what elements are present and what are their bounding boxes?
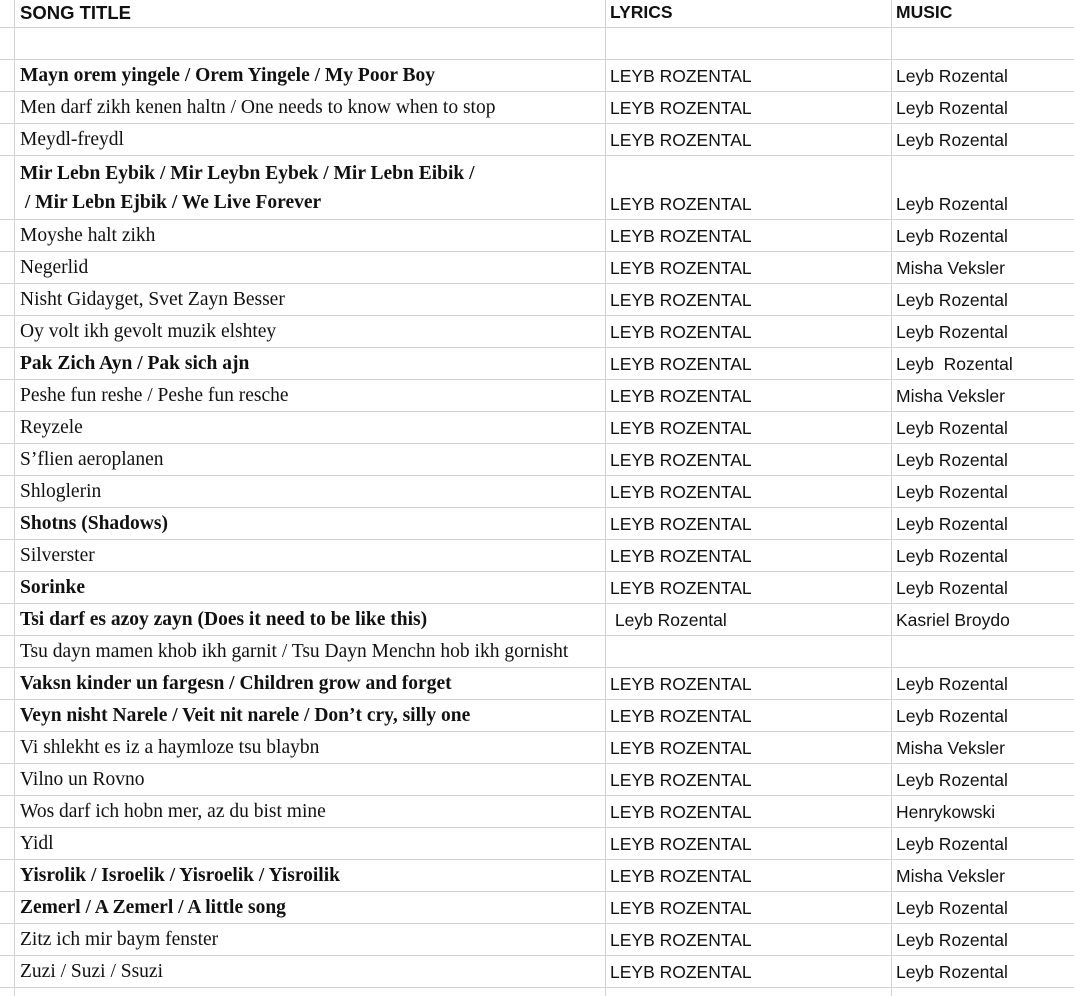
lyrics-cell[interactable]: LEYB ROZENTAL — [610, 866, 752, 886]
lyrics-cell[interactable]: Leyb Rozental — [610, 610, 727, 630]
table-row[interactable] — [0, 860, 1074, 892]
music-cell[interactable]: Leyb Rozental — [896, 418, 1008, 438]
music-cell[interactable]: Leyb Rozental — [896, 578, 1008, 598]
lyrics-cell[interactable]: LEYB ROZENTAL — [610, 258, 752, 278]
header-lyrics: LYRICS — [610, 2, 673, 22]
song-title-cell[interactable]: Moyshe halt zikh — [20, 225, 156, 246]
table-row[interactable] — [0, 92, 1074, 124]
song-title-cell[interactable]: Veyn nisht Narele / Veit nit narele / Don’t cry, silly one — [20, 705, 471, 726]
music-cell[interactable] — [896, 28, 1074, 59]
song-title-cell[interactable]: Zitz ich mir baym fenster — [20, 929, 219, 950]
song-title-cell[interactable]: Vaksn kinder un fargesn / Children grow and forget — [20, 673, 452, 694]
table-row[interactable] — [0, 668, 1074, 700]
lyrics-cell[interactable]: LEYB ROZENTAL — [610, 130, 752, 150]
table-row[interactable] — [0, 220, 1074, 252]
table-row[interactable] — [0, 252, 1074, 284]
lyrics-cell[interactable]: LEYB ROZENTAL — [610, 802, 752, 822]
table-row[interactable] — [0, 636, 1074, 668]
music-cell[interactable]: Misha Veksler — [896, 866, 1005, 886]
song-title-cell[interactable]: Yisrolik / Isroelik / Yisroelik / Yisroilik — [20, 865, 340, 886]
song-title-cell[interactable]: Peshe fun reshe / Peshe fun resche — [20, 385, 289, 406]
lyrics-cell[interactable]: LEYB ROZENTAL — [610, 738, 752, 758]
lyrics-cell[interactable]: LEYB ROZENTAL — [610, 386, 752, 406]
table-row[interactable] — [0, 700, 1074, 732]
lyrics-cell[interactable]: LEYB ROZENTAL — [610, 66, 752, 86]
song-title-cell[interactable]: Negerlid — [20, 257, 89, 278]
lyrics-cell[interactable]: LEYB ROZENTAL — [610, 418, 752, 438]
song-title-line: / Mir Lebn Ejbik / We Live Forever — [20, 192, 322, 213]
lyrics-cell[interactable]: LEYB ROZENTAL — [610, 450, 752, 470]
song-title-cell[interactable] — [20, 156, 605, 219]
lyrics-cell[interactable]: LEYB ROZENTAL — [610, 194, 752, 214]
lyrics-cell[interactable]: LEYB ROZENTAL — [610, 674, 752, 694]
song-title-cell[interactable]: Shotns (Shadows) — [20, 513, 168, 534]
table-row[interactable] — [0, 156, 1074, 220]
music-cell[interactable]: Henrykowski — [896, 802, 996, 822]
lyrics-cell[interactable]: LEYB ROZENTAL — [610, 354, 752, 374]
music-cell[interactable]: Leyb Rozental — [896, 770, 1008, 790]
table-row[interactable] — [0, 508, 1074, 540]
lyrics-cell[interactable]: LEYB ROZENTAL — [610, 514, 752, 534]
song-title-cell[interactable]: Oy volt ikh gevolt muzik elshtey — [20, 321, 277, 342]
table-row[interactable] — [0, 124, 1074, 156]
music-cell[interactable]: Leyb Rozental — [896, 226, 1008, 246]
music-cell[interactable]: Leyb Rozental — [896, 898, 1008, 918]
song-title-cell[interactable]: Wos darf ich hobn mer, az du bist mine — [20, 801, 326, 822]
music-cell[interactable]: Leyb Rozental — [896, 962, 1008, 982]
song-title-cell[interactable]: Silverster — [20, 545, 95, 566]
lyrics-cell[interactable] — [610, 28, 890, 59]
song-title-cell[interactable] — [20, 28, 605, 59]
music-cell[interactable]: Leyb Rozental — [896, 66, 1008, 86]
lyrics-cell[interactable]: LEYB ROZENTAL — [610, 98, 752, 118]
header-music: MUSIC — [896, 2, 953, 22]
table-row[interactable] — [0, 604, 1074, 636]
music-cell[interactable]: Leyb Rozental — [896, 930, 1008, 950]
song-title-cell[interactable]: Sorinke — [20, 577, 86, 598]
music-cell[interactable]: Misha Veksler — [896, 386, 1005, 406]
song-title-cell[interactable]: Reyzele — [20, 417, 83, 438]
lyrics-cell[interactable]: LEYB ROZENTAL — [610, 290, 752, 310]
song-title-cell[interactable]: Shloglerin — [20, 481, 102, 502]
table-row[interactable] — [0, 540, 1074, 572]
music-cell[interactable]: Leyb Rozental — [896, 98, 1008, 118]
song-title-cell[interactable]: Mayn orem yingele / Orem Yingele / My Poor Boy — [20, 65, 436, 86]
table-row[interactable] — [0, 924, 1074, 956]
song-title-cell[interactable]: Pak Zich Ayn / Pak sich ajn — [20, 353, 250, 374]
song-title-cell[interactable]: Zemerl / A Zemerl / A little song — [20, 897, 286, 918]
song-title-cell[interactable]: Zuzi / Suzi / Ssuzi — [20, 961, 163, 982]
lyrics-cell[interactable]: LEYB ROZENTAL — [610, 482, 752, 502]
table-row[interactable] — [0, 444, 1074, 476]
table-row[interactable] — [0, 828, 1074, 860]
music-cell[interactable]: Leyb Rozental — [896, 354, 1013, 374]
song-title-line: Mir Lebn Eybik / Mir Leybn Eybek / Mir Lebn Eibik / — [20, 163, 475, 184]
lyrics-cell[interactable]: LEYB ROZENTAL — [610, 322, 752, 342]
music-cell[interactable]: Leyb Rozental — [896, 130, 1008, 150]
song-title-cell[interactable]: Men darf zikh kenen haltn / One needs to know when to stop — [20, 97, 496, 118]
song-title-cell[interactable]: Meydl-freydl — [20, 129, 124, 150]
lyrics-cell[interactable]: LEYB ROZENTAL — [610, 578, 752, 598]
table-row[interactable] — [0, 764, 1074, 796]
music-cell[interactable]: Leyb Rozental — [896, 706, 1008, 726]
music-cell[interactable]: Leyb Rozental — [896, 546, 1008, 566]
music-cell[interactable]: Leyb Rozental — [896, 450, 1008, 470]
song-title-cell[interactable]: Vi shlekht es iz a haymloze tsu blaybn — [20, 737, 320, 758]
lyrics-cell[interactable]: LEYB ROZENTAL — [610, 770, 752, 790]
song-title-cell[interactable]: Tsu dayn mamen khob ikh garnit / Tsu Dayn Menchn hob ikh gornisht — [20, 641, 569, 662]
table-row[interactable] — [0, 892, 1074, 924]
music-cell[interactable]: Misha Veksler — [896, 258, 1005, 278]
music-cell[interactable]: Leyb Rozental — [896, 322, 1008, 342]
music-cell[interactable]: Misha Veksler — [896, 738, 1005, 758]
lyrics-cell[interactable]: LEYB ROZENTAL — [610, 898, 752, 918]
header-row — [0, 0, 1074, 28]
music-cell[interactable]: Leyb Rozental — [896, 290, 1008, 310]
table-row[interactable] — [0, 956, 1074, 988]
song-title-cell[interactable]: Tsi darf es azoy zayn (Does it need to be like this) — [20, 609, 428, 630]
table-row[interactable] — [0, 732, 1074, 764]
table-row[interactable] — [0, 316, 1074, 348]
table-row[interactable] — [0, 412, 1074, 444]
table-row[interactable] — [0, 796, 1074, 828]
lyrics-cell[interactable]: LEYB ROZENTAL — [610, 226, 752, 246]
table-row[interactable] — [0, 28, 1074, 60]
table-row[interactable] — [0, 476, 1074, 508]
table-row[interactable] — [0, 380, 1074, 412]
header-song-title: SONG TITLE — [20, 1, 131, 23]
music-cell[interactable]: Leyb Rozental — [896, 482, 1008, 502]
music-cell[interactable]: Leyb Rozental — [896, 514, 1008, 534]
table-row[interactable] — [0, 572, 1074, 604]
music-cell[interactable]: Leyb Rozental — [896, 674, 1008, 694]
lyrics-cell[interactable]: LEYB ROZENTAL — [610, 930, 752, 950]
song-title-cell[interactable]: Yidl — [20, 833, 54, 854]
music-cell[interactable]: Leyb Rozental — [896, 194, 1008, 214]
lyrics-cell[interactable]: LEYB ROZENTAL — [610, 706, 752, 726]
music-cell[interactable]: Kasriel Broydo — [896, 610, 1010, 630]
table-row[interactable] — [0, 348, 1074, 380]
music-cell[interactable]: Leyb Rozental — [896, 834, 1008, 854]
lyrics-cell[interactable]: LEYB ROZENTAL — [610, 834, 752, 854]
song-title-cell[interactable]: Nisht Gidayget, Svet Zayn Besser — [20, 289, 285, 310]
lyrics-cell[interactable]: LEYB ROZENTAL — [610, 962, 752, 982]
lyrics-cell[interactable]: LEYB ROZENTAL — [610, 546, 752, 566]
music-cell[interactable] — [896, 636, 1074, 667]
table-row[interactable] — [0, 60, 1074, 92]
table-row[interactable] — [0, 284, 1074, 316]
song-title-cell[interactable]: S’flien aeroplanen — [20, 449, 164, 470]
song-title-cell[interactable]: Vilno un Rovno — [20, 769, 145, 790]
